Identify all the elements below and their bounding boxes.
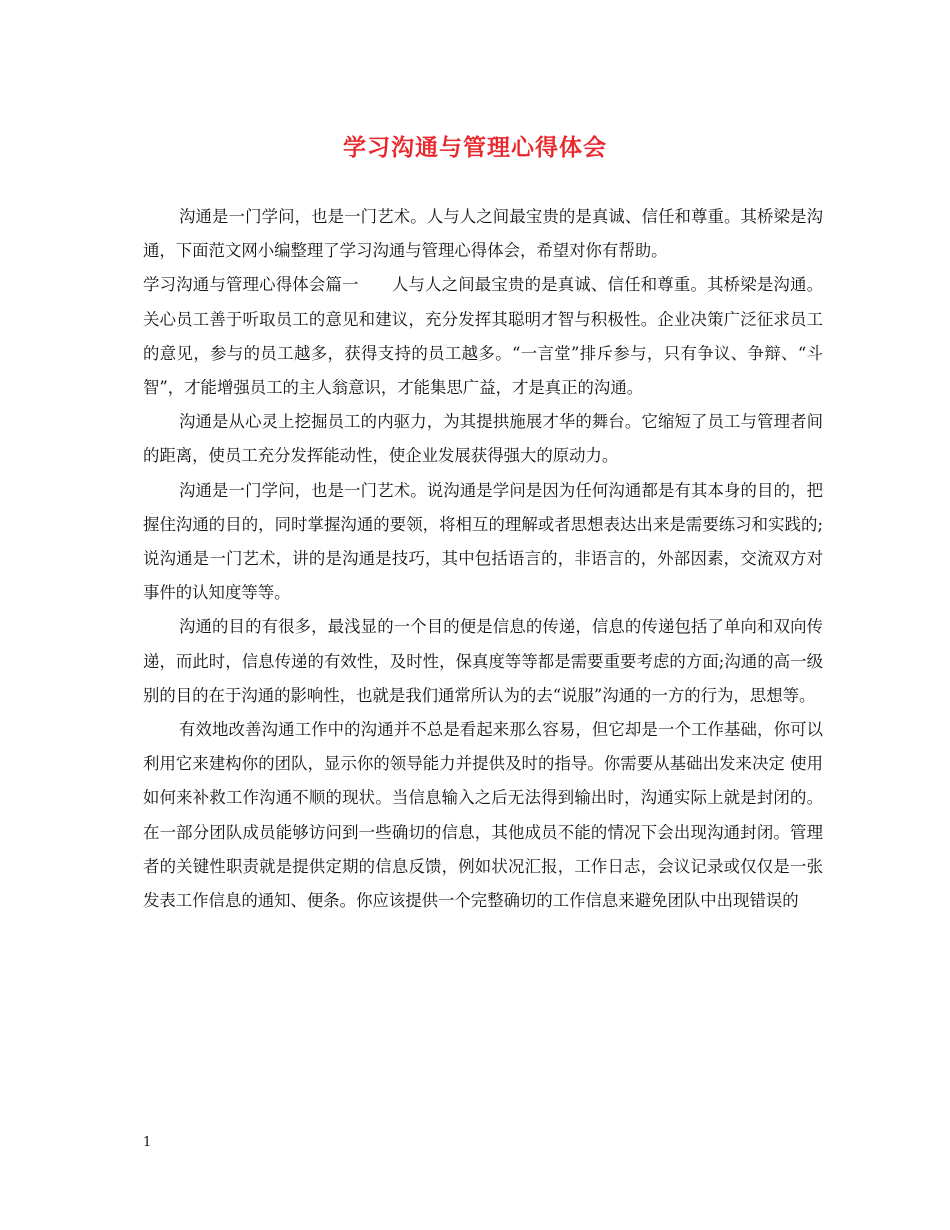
paragraph-purpose: 沟通的目的有很多，最浅显的一个目的便是信息的传递，信息的传递包括了单向和双向传递，而此时，信息传递的有效性，及时性，保真度等等都是需要重要考虑的方面;沟通的高一级别的目的在于沟通的影响性，也就是我们通常所认为的去“说服”沟通的一方的行为，思想等。 (143, 617, 823, 705)
paragraph-intro: 沟通是一门学问，也是一门艺术。人与人之间最宝贵的是真诚、信任和尊重。其桥梁是沟通，下面范文网小编整理了学习沟通与管理心得体会，希望对你有帮助。 (143, 207, 823, 261)
paragraph-section-one: 学习沟通与管理心得体会篇一 人与人之间最宝贵的是真诚、信任和尊重。其桥梁是沟通。关心员工善于听取员工的意见和建议，充分发挥其聪明才智与积极性。企业决策广泛征求员工的意见，参与的员工越多，获得支持的员工越多。“一言堂”排斥参与，只有争议、争辩、“斗智”，才能增强员工的主人翁意识，才能集思广益，才是真正的沟通。 (143, 275, 823, 398)
paragraph-art-and-science: 沟通是一门学问，也是一门艺术。说沟通是学问是因为任何沟通都是有其本身的目的，把握住沟通的目的，同时掌握沟通的要领，将相互的理解或者思想表达出来是需要练习和实践的;说沟通是一门艺术，讲的是沟通是技巧，其中包括语言的，非语言的，外部因素，交流双方对事件的认知度等等。 (143, 480, 823, 603)
paragraph-improve-communication: 有效地改善沟通工作中的沟通并不总是看起来那么容易，但它却是一个工作基础，你可以利用它来建构你的团队，显示你的领导能力并提供及时的指导。你需要从基础出发来决定 使用如何来补救工作沟通不顺的现状。当信息输入之后无法得到输出时，沟通实际上就是封闭的。在一部分团队成员能够访问到一些确切的信息，其他成员不能的情况下会出现沟通封闭。管理者的关键性职责就是提供定期的信息反馈，例如状况汇报，工作日志，会议记录或仅仅是一张发表工作信息的通知、便条。你应该提供一个完整确切的工作信息来避免团队中出现错误的 (143, 720, 823, 911)
document-body (143, 200, 823, 918)
paragraph-inner-drive: 沟通是从心灵上挖掘员工的内驱力，为其提拱施展才华的舞台。它缩短了员工与管理者间的距离，使员工充分发挥能动性，使企业发展获得强大的原动力。 (143, 412, 823, 466)
document-title: 学习沟通与管理心得体会 (343, 134, 607, 161)
page-number: 1 (143, 1135, 152, 1150)
